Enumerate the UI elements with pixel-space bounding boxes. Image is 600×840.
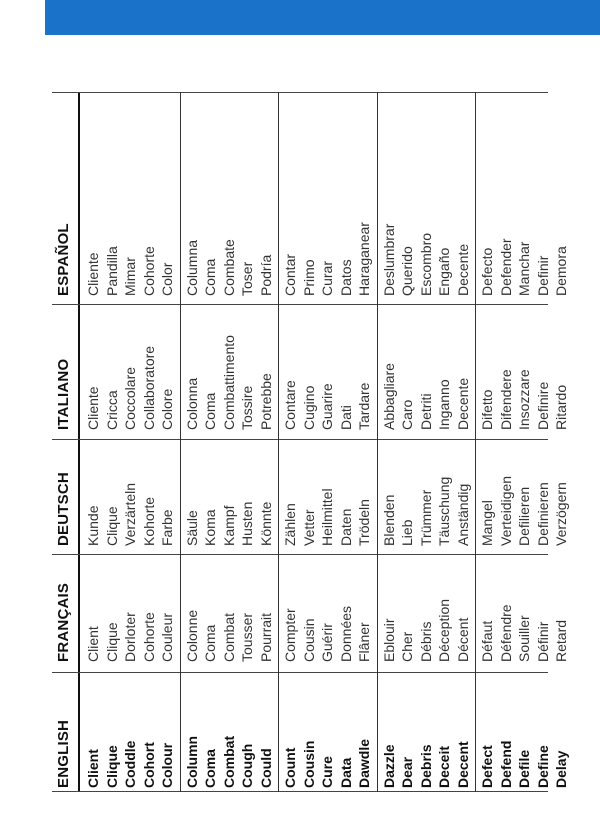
table-row	[515, 92, 534, 792]
top-accent-bar	[45, 0, 600, 35]
cell-deutsch: Farbe	[159, 509, 175, 546]
cell-espanol: Cliente	[85, 252, 101, 296]
cell-francais: Retard	[553, 619, 569, 662]
table-header	[52, 92, 80, 792]
table-row	[380, 92, 399, 792]
cell-francais: Déception	[436, 598, 452, 662]
cell-english: Cousin	[300, 740, 317, 788]
table-row	[478, 92, 497, 792]
cell-english: Colour	[159, 742, 175, 788]
cell-english: Debris	[417, 744, 434, 788]
cell-english: Delay	[553, 750, 569, 788]
cell-english: Count	[282, 747, 298, 788]
vocabulary-table	[52, 92, 569, 792]
table-row	[497, 92, 516, 792]
table-row	[435, 92, 454, 792]
cell-italiano: Coccolare	[122, 366, 138, 430]
header-francais: FRANÇAIS	[55, 582, 72, 662]
cell-english: Cohort	[140, 742, 157, 788]
cell-francais: Tousser	[239, 612, 255, 662]
cell-english: Could	[257, 748, 274, 788]
cell-deutsch: Blenden	[380, 494, 397, 546]
cell-francais: Couleur	[159, 612, 175, 662]
cell-francais: Défaut	[479, 620, 495, 662]
cell-francais: Colonne	[183, 609, 200, 662]
cell-italiano: Colore	[159, 388, 175, 430]
cell-italiano: Difendere	[497, 369, 514, 430]
cell-italiano: Tardare	[356, 382, 372, 430]
cell-espanol: Definir	[534, 255, 551, 296]
cell-english: Deceit	[436, 745, 452, 788]
cell-italiano: Insozzare	[516, 369, 532, 430]
word-group	[180, 92, 276, 792]
cell-italiano: Detriti	[417, 393, 434, 430]
cell-english: Defend	[497, 740, 514, 788]
header-deutsch: DEUTSCH	[55, 472, 72, 546]
cell-francais: Définir	[534, 621, 551, 662]
cell-deutsch: Kampf	[220, 505, 237, 546]
cell-english: Clique	[103, 745, 120, 788]
word-group	[82, 92, 177, 792]
cell-espanol: Coma	[202, 258, 218, 296]
cell-deutsch: Trümmer	[417, 489, 434, 546]
cell-italiano: Tossire	[239, 385, 255, 430]
word-group	[278, 92, 374, 792]
cell-italiano: Abbagliare	[380, 363, 397, 430]
cell-espanol: Primo	[300, 259, 317, 296]
cell-deutsch: Trödeln	[356, 499, 372, 546]
cell-espanol: Podría	[257, 254, 274, 296]
cell-deutsch: Lieb	[399, 519, 415, 546]
cell-italiano: Guarire	[319, 383, 335, 430]
table-row	[300, 92, 319, 792]
cell-francais: Débris	[417, 621, 434, 662]
word-group	[377, 92, 473, 792]
cell-espanol: Toser	[239, 261, 255, 296]
table-row	[417, 92, 436, 792]
cell-deutsch: Verzögern	[553, 482, 569, 546]
table-row	[238, 92, 257, 792]
cell-english: Cough	[239, 743, 255, 788]
table-row	[183, 92, 202, 792]
cell-deutsch: Definieren	[534, 482, 551, 546]
cell-francais: Clique	[103, 622, 120, 662]
table-row	[158, 92, 177, 792]
table-row	[201, 92, 220, 792]
cell-english: Defile	[516, 749, 532, 788]
cell-deutsch: Clique	[103, 506, 120, 546]
header-rule	[78, 92, 80, 792]
cell-italiano: Cugino	[300, 385, 317, 430]
cell-english: Data	[337, 757, 354, 788]
table-row	[534, 92, 553, 792]
cell-francais: Souiller	[516, 615, 532, 662]
cell-espanol: Haraganear	[356, 222, 372, 296]
cell-english: Decent	[454, 741, 471, 788]
table-body	[82, 92, 574, 792]
cell-italiano: Combattimento	[220, 335, 237, 430]
cell-espanol: Cohorte	[140, 246, 157, 296]
cell-espanol: Demora	[553, 246, 569, 296]
table-row	[140, 92, 159, 792]
cell-english: Client	[85, 749, 101, 788]
cell-espanol: Mimar	[122, 257, 138, 296]
cell-espanol: Combate	[220, 239, 237, 296]
table-row	[355, 92, 374, 792]
cell-francais: Cohorte	[140, 612, 157, 662]
cell-francais: Client	[85, 626, 101, 662]
cell-espanol: Curar	[319, 260, 335, 296]
cell-english: Dazzle	[380, 744, 397, 788]
cell-espanol: Datos	[337, 259, 354, 296]
cell-deutsch: Könnte	[257, 501, 274, 546]
cell-italiano: Colonna	[183, 377, 200, 430]
table-row	[398, 92, 417, 792]
cell-italiano: Cricca	[103, 390, 120, 430]
cell-francais: Eblouir	[380, 618, 397, 662]
cell-francais: Compter	[282, 608, 298, 662]
cell-english: Dear	[399, 756, 415, 788]
cell-deutsch: Zählen	[282, 503, 298, 546]
cell-english: Combat	[220, 735, 237, 788]
cell-francais: Combat	[220, 612, 237, 662]
cell-italiano: Ritardo	[553, 384, 569, 430]
cell-deutsch: Säule	[183, 510, 200, 546]
cell-italiano: Difetto	[479, 389, 495, 430]
cell-italiano: Inganno	[436, 379, 452, 430]
table-row	[84, 92, 103, 792]
cell-francais: Dorloter	[122, 612, 138, 662]
cell-espanol: Deslumbrar	[380, 223, 397, 296]
cell-espanol: Defecto	[479, 247, 495, 296]
table-row	[281, 92, 300, 792]
cell-english: Cure	[319, 756, 335, 788]
table-row	[337, 92, 356, 792]
cell-deutsch: Vetter	[300, 509, 317, 546]
cell-francais: Guérir	[319, 623, 335, 662]
cell-espanol: Defender	[497, 238, 514, 296]
cell-deutsch: Heilmittel	[319, 488, 335, 546]
cell-francais: Coma	[202, 624, 218, 662]
cell-deutsch: Daten	[337, 508, 354, 546]
table-row	[318, 92, 337, 792]
table-row	[121, 92, 140, 792]
table-row	[220, 92, 239, 792]
cell-espanol: Querido	[399, 246, 415, 296]
header-italiano: ITALIANO	[55, 358, 72, 430]
cell-espanol: Pandilla	[103, 246, 120, 296]
cell-italiano: Contare	[282, 380, 298, 430]
header-english: ENGLISH	[55, 719, 72, 788]
cell-francais: Défendre	[497, 604, 514, 662]
cell-english: Coma	[202, 749, 218, 788]
cell-deutsch: Husten	[239, 501, 255, 546]
cell-francais: Cher	[399, 631, 415, 662]
cell-deutsch: Mangel	[479, 500, 495, 546]
header-espanol: ESPAÑOL	[55, 223, 72, 296]
cell-deutsch: Anständig	[454, 483, 471, 546]
cell-francais: Pourrait	[257, 612, 274, 662]
cell-deutsch: Kunde	[85, 505, 101, 546]
cell-deutsch: Verteidigen	[497, 475, 514, 546]
table-row	[257, 92, 276, 792]
cell-deutsch: Verzärteln	[122, 482, 138, 546]
cell-espanol: Manchar	[516, 241, 532, 296]
cell-espanol: Color	[159, 262, 175, 296]
cell-italiano: Cliente	[85, 386, 101, 430]
cell-italiano: Collaboratore	[140, 345, 157, 430]
table-row	[454, 92, 473, 792]
cell-deutsch: Täuschung	[436, 476, 452, 546]
cell-deutsch: Kohorte	[140, 496, 157, 546]
cell-deutsch: Koma	[202, 509, 218, 546]
cell-espanol: Decente	[454, 243, 471, 296]
cell-francais: Données	[337, 605, 354, 662]
cell-espanol: Escombro	[417, 232, 434, 296]
table-row	[552, 92, 571, 792]
cell-english: Dawdle	[356, 738, 372, 788]
word-group	[475, 92, 571, 792]
cell-francais: Décent	[454, 617, 471, 662]
cell-deutsch: Defilieren	[516, 486, 532, 546]
table-row	[103, 92, 122, 792]
cell-espanol: Columna	[183, 239, 200, 296]
cell-english: Column	[183, 735, 200, 788]
cell-italiano: Caro	[399, 399, 415, 430]
cell-english: Defect	[479, 745, 495, 788]
cell-francais: Flâner	[356, 622, 372, 662]
cell-italiano: Definire	[534, 381, 551, 430]
cell-english: Define	[534, 745, 551, 788]
cell-italiano: Dati	[337, 405, 354, 430]
cell-italiano: Coma	[202, 392, 218, 430]
cell-francais: Cousin	[300, 618, 317, 662]
cell-italiano: Decente	[454, 377, 471, 430]
cell-espanol: Engaño	[436, 247, 452, 296]
cell-english: Coddle	[122, 740, 138, 788]
cell-italiano: Potrebbe	[257, 373, 274, 430]
cell-espanol: Contar	[282, 253, 298, 296]
